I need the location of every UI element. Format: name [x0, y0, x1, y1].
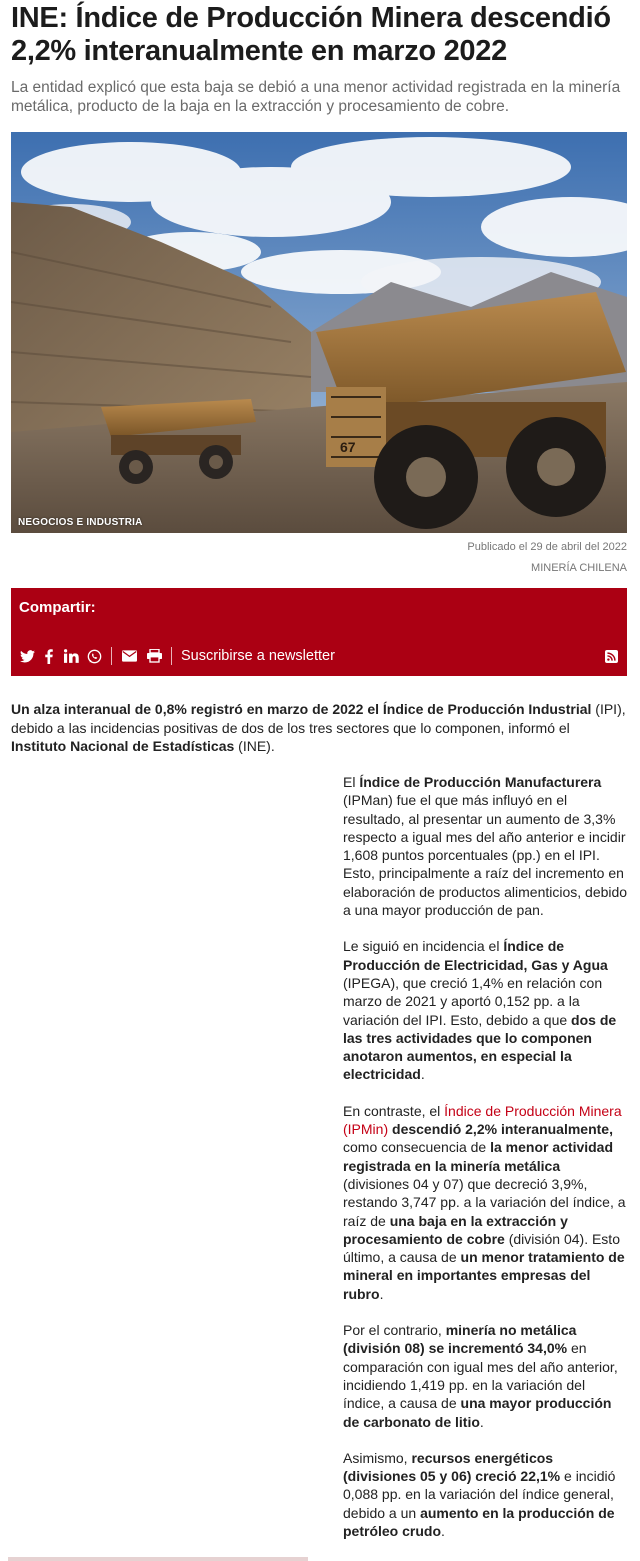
page-title: INE: Índice de Producción Minera descendió 2,2% interanualmente en marzo 2022: [11, 2, 611, 67]
article-lead: La entidad explicó que esta baja se debió a una menor actividad registrada en la minería metálica, producto de la baja en la extracción y procesamiento de cobre.: [11, 79, 621, 115]
share-divider: [171, 647, 172, 665]
linkedin-icon[interactable]: [63, 649, 79, 663]
paragraph-energy: Asimismo, recursos energéticos (divisiones 05 y 06) creció 22,1% e incidió 0,088 pp. en la variación del índice general, debido a un aumento en la producción de petróleo crudo.: [343, 1449, 616, 1539]
source-label[interactable]: MINERÍA CHILENA: [531, 562, 627, 574]
mining-trucks-illustration: [11, 132, 627, 533]
whatsapp-icon[interactable]: [86, 649, 102, 664]
publish-date: Publicado el 29 de abril del 2022: [467, 541, 627, 553]
body-column: [343, 773, 629, 1558]
newsletter-link[interactable]: Suscribirse a newsletter: [181, 648, 335, 664]
category-tag[interactable]: NEGOCIOS E INDUSTRIA: [18, 517, 143, 528]
ipmin-link[interactable]: Índice de Producción Minera (IPMin): [343, 1102, 622, 1138]
print-icon[interactable]: [146, 649, 162, 663]
paragraph-manufacturing: El Índice de Producción Manufacturera (IPMan) fue el que más influyó en el resultado, al presentar un aumento de 3,3% respecto a igual mes del año anterior e incidir 1,608 puntos porcentuales (pp.) en el IPI. Esto, principalmente a raíz del incremento en elaboración de productos alimenticios, debido a una mayor producción de pan.: [343, 774, 628, 919]
share-bar: [11, 588, 627, 676]
share-title: Compartir:: [19, 599, 96, 616]
rss-icon[interactable]: [603, 650, 619, 663]
paragraph-mining: En contraste, el Índice de Producción Minera (IPMin) descendió 2,2% interanualmente, como consecuencia de la menor actividad registrada en la minería metálica (divisiones 04 y 07) que decreció 3,9%, restando 3,747 pp. a la variación del índice, a raíz de una baja en la extracción y procesamiento de cobre (división 04). Esto último, a causa de un menor tratamiento de mineral en importantes empresas del rubro.: [343, 1102, 626, 1302]
intro-paragraph: Un alza interanual de 0,8% registró en marzo de 2022 el Índice de Producción Industrial (IPI), debido a las incidencias positivas de dos de los tres sectores que lo componen, informó el Instituto Nacional de Estadísticas (INE).: [11, 701, 626, 754]
truck-number-label: 67: [340, 439, 356, 455]
email-icon[interactable]: [121, 650, 137, 662]
paragraph-electricity: Le siguió en incidencia el Índice de Producción de Electricidad, Gas y Agua (IPEGA), que creció 1,4% en relación con marzo de 2021 y aportó 0,152 pp. a la variación del IPI. Esto, debido a que dos de las tres actividades que lo componen anotaron aumentos, en especial la electricidad.: [343, 938, 617, 1083]
facebook-icon[interactable]: [44, 649, 54, 664]
twitter-icon[interactable]: [19, 650, 35, 663]
paragraph-nonmetallic: Por el contrario, minería no metálica (división 08) se incrementó 34,0% en comparación con igual mes del año anterior, incidiendo 1,419 pp. en la variación del índice, a causa de una mayor producción de carbonato de litio.: [343, 1322, 618, 1430]
share-divider: [111, 647, 112, 665]
hero-image: [11, 132, 627, 533]
share-actions: [19, 646, 619, 666]
bottom-divider: [8, 1557, 308, 1561]
